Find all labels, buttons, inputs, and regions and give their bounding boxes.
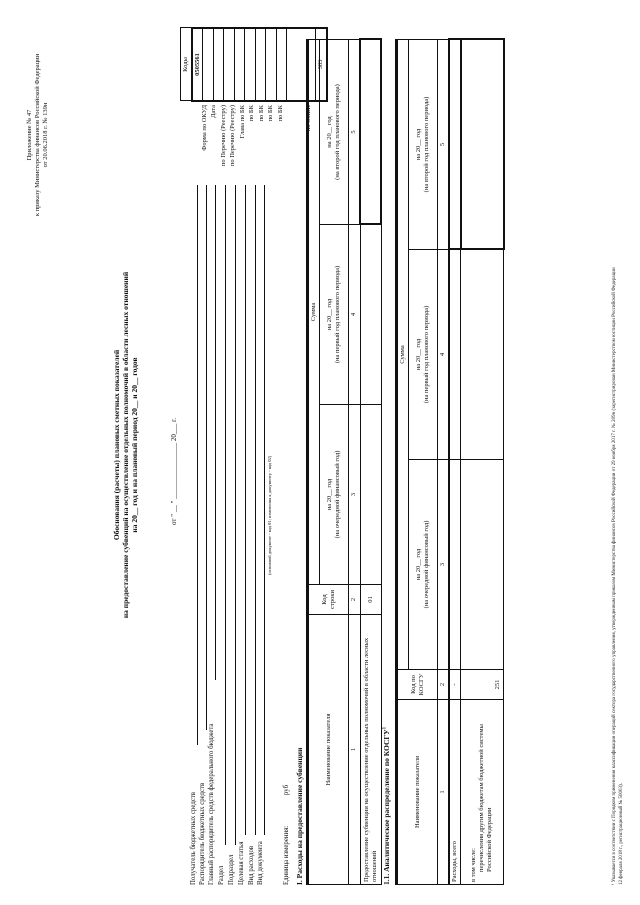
section-11-title	[382, 727, 391, 885]
field-target-item: Целевая статья	[238, 841, 245, 885]
s11-row-total-code: -	[449, 670, 461, 700]
title-line-1: Обоснования (расчеты) плановых сметных показателей	[112, 349, 121, 541]
field-recipient-line	[197, 185, 198, 745]
code-date	[203, 28, 214, 101]
s1-col-y3-year: на 20__ год	[326, 116, 333, 148]
section-11-title-text: 1.1. Аналитическое распределение по КОСГУ	[382, 729, 391, 885]
s11-row-transfer	[461, 700, 504, 885]
field-section-line	[225, 185, 226, 845]
field-expense-type-line	[255, 185, 256, 835]
s11-col-code: Код по КОСГУ	[397, 670, 438, 700]
field-section: Раздел	[218, 865, 225, 885]
s11-col-y3-year: на 20__ год	[415, 128, 422, 161]
code-okud: 0505561	[192, 28, 203, 101]
s11-row-transfer-y3	[461, 39, 504, 249]
code-label-bk-1: по БК	[248, 105, 255, 122]
section-11-table	[395, 38, 505, 885]
field-subsection: Подраздел	[228, 854, 235, 885]
s1-num-5: 5	[349, 39, 361, 224]
s1-num-1: 1	[349, 615, 361, 885]
field-document-type-line	[264, 185, 265, 835]
s11-row-transfer-y2	[461, 250, 504, 460]
section-1-table	[306, 38, 382, 885]
field-manager-line	[206, 185, 207, 730]
code-label-bk-4: по БК	[276, 105, 284, 122]
s11-col-y3-sub: (на второй год планового периода)	[423, 96, 430, 193]
s1-col-code: Код строки	[308, 585, 349, 615]
code-bk-4	[276, 28, 287, 101]
s11-col-name: Наименование показателя	[397, 700, 438, 885]
title-line-2: на предоставление субвенций на осуществление отдельных полномочий в области лесных отношений	[121, 271, 130, 619]
code-label-bk-3: по БК	[267, 105, 274, 122]
s1-row-y2	[360, 225, 381, 405]
s1-col-y2	[320, 225, 349, 405]
document-type-note: (основной документ - код 01; изменения к документу - код 02)	[267, 455, 272, 575]
code-label-okei: по ОКЕИ	[305, 105, 312, 132]
s11-row-transfer-text: перечисления другим бюджетам бюджетной системы Российской Федерации	[478, 724, 493, 872]
s11-col-y1-year: на 20__ год	[415, 548, 422, 581]
s1-col-y2-sub: (на первый год планового периода)	[334, 265, 341, 364]
s11-col-sum: Сумма	[397, 39, 409, 669]
s11-col-y3	[409, 39, 438, 249]
code-registry-1	[213, 28, 224, 101]
s11-col-y2	[409, 250, 438, 460]
document-title	[112, 185, 139, 705]
s11-num-2: 2	[438, 670, 450, 700]
code-bk-1	[245, 28, 256, 101]
field-document-type: Вид документа	[257, 841, 264, 885]
s11-row-total-y2	[449, 250, 461, 460]
s11-row-transfer-y1	[461, 460, 504, 670]
field-manager: Распорядитель бюджетных средств	[199, 782, 206, 885]
field-chief-manager-line	[215, 185, 216, 680]
s1-row-name: Предоставление субвенции на осуществление отдельных полномочий в области лесных отношений	[360, 615, 381, 885]
code-okei: 383	[316, 28, 327, 101]
code-registry-2	[224, 28, 235, 101]
code-label-registry-2: по Перечню (Реестру)	[229, 105, 236, 167]
field-recipient: Получатель бюджетных средств	[190, 792, 197, 885]
code-bk-2	[255, 28, 266, 101]
s11-row-transfer-code: 251	[461, 670, 504, 700]
unit-label: Единица измерения:	[283, 825, 290, 885]
section-11-footnote-mark: 1	[382, 726, 388, 730]
code-label-registry-1: по Перечню (Реестру)	[219, 105, 227, 167]
s11-col-y2-year: на 20__ год	[415, 338, 422, 371]
footnote	[612, 25, 625, 885]
s1-col-name: Наименование показателя	[308, 615, 349, 885]
s11-col-y1	[409, 460, 438, 670]
s1-col-sum: Сумма	[308, 39, 320, 584]
s1-row-y3	[360, 39, 381, 224]
s11-num-5: 5	[438, 39, 450, 249]
s1-num-2: 2	[349, 585, 361, 615]
title-line-3: на 20__ год и на плановый период 20__ и 20__ годов	[130, 357, 139, 533]
s11-col-y2-sub: (на первый год планового периода)	[423, 305, 430, 404]
code-label-date: Дата	[210, 105, 217, 118]
s11-num-3: 3	[438, 460, 450, 670]
code-chapter	[234, 28, 245, 101]
appendix-line-2: к приказу Министерства финансов Российской Федерации	[34, 53, 41, 217]
s1-col-y2-year: на 20__ год	[326, 298, 333, 331]
footnote-line-2: 12 февраля 2018 г., регистрационный № 50003).	[618, 783, 624, 885]
s11-col-y1-sub: (на очередной финансовый год)	[423, 520, 430, 609]
s11-row-total-y1	[449, 460, 461, 670]
s11-num-4: 4	[438, 250, 450, 460]
s1-col-y3	[320, 39, 349, 224]
codes-header: Коды	[181, 28, 192, 101]
s1-col-y1-year: на 20__ год	[326, 478, 333, 511]
s11-row-incl: в том числе:	[470, 848, 477, 882]
s1-col-y3-sub: (на второй год планового периода)	[334, 84, 341, 180]
s1-num-3: 3	[349, 405, 361, 585]
s1-row-y1	[360, 405, 381, 585]
s1-col-y1-sub: (на очередной финансовый год)	[334, 450, 341, 539]
unit-value: руб	[283, 784, 290, 795]
appendix-line-1: Приложение № 47	[26, 109, 33, 161]
s11-row-total-y3	[449, 39, 461, 249]
field-expense-type: Вид расходов	[248, 845, 255, 885]
section-1-title: I. Расходы на предоставление субвенции	[295, 747, 304, 885]
document-date: от " __ " ________________ 20___ г.	[170, 417, 178, 525]
field-subsection-line	[235, 185, 236, 845]
footnote-line-1: ¹ Указывается в соответствии с Порядком применения классификации операций сектора государственного управления, утвержденным приказом Министерства финансов Российской Федерации от 29 ноября 2017 г. № 209н (зарегистрирован Министерством юстиции Российской Федерации	[612, 267, 617, 885]
s1-num-4: 4	[349, 225, 361, 405]
code-label-chapter: Глава по БК	[238, 105, 246, 139]
s1-col-y1	[320, 405, 349, 585]
code-bk-3	[266, 28, 277, 101]
appendix-line-3: от 20.06.2018 г. № 139н	[42, 102, 49, 168]
codes-labels	[190, 105, 314, 255]
code-label-bk-2: по БК	[257, 105, 265, 122]
code-label-okud: Форма по ОКУД	[200, 105, 208, 151]
s11-row-total: Расходы, всего	[449, 700, 461, 885]
field-chief-manager: Главный распорядитель средств федерального бюджета	[208, 723, 215, 885]
s1-row-code: 01	[360, 585, 381, 615]
field-target-item-line	[245, 185, 246, 835]
appendix-header	[26, 20, 50, 250]
s11-num-1: 1	[438, 700, 450, 885]
